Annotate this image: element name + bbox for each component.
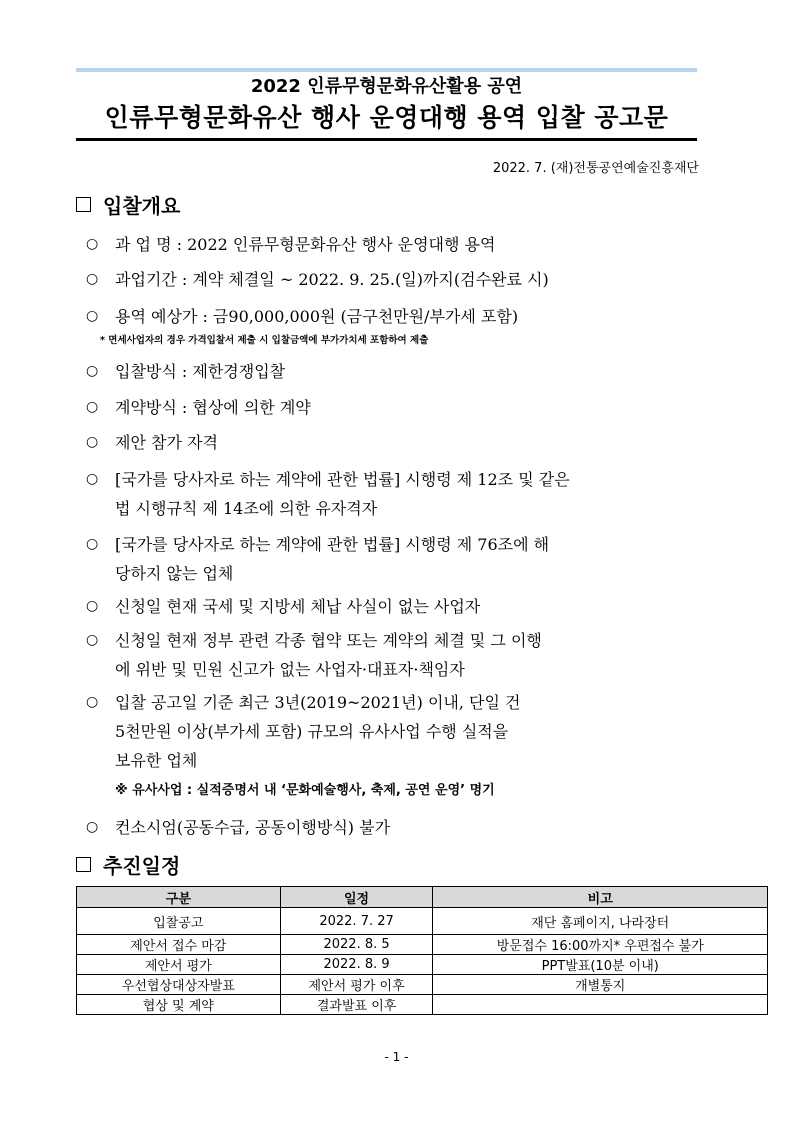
checkbox-square-icon	[76, 197, 91, 212]
table-cell: 개별통지	[433, 975, 768, 995]
circle-bullet-icon: ○	[86, 236, 99, 252]
circle-bullet-icon: ○	[86, 819, 99, 835]
list-item	[86, 813, 706, 842]
table-cell: 결과발표 이후	[280, 995, 433, 1015]
table-header-row	[77, 887, 768, 908]
list-item	[86, 230, 706, 259]
item-line: 입찰 공고일 기준 최근 3년(2019~2021년) 이내, 단일 건	[115, 693, 521, 712]
table-row	[77, 995, 768, 1015]
circle-bullet-icon: ○	[86, 363, 99, 379]
list-item	[86, 530, 706, 588]
item-line: 용역 예상가 : 금90,000,000원 (금구천만원/부가세 포함)	[115, 307, 519, 326]
table-row	[77, 908, 768, 935]
item-line: 신청일 현재 정부 관련 각종 협약 또는 계약의 체결 및 그 이행	[115, 631, 542, 650]
section-heading-label: 추진일정	[103, 854, 181, 878]
title-underline	[76, 138, 697, 141]
list-item	[86, 592, 706, 621]
item-line: 신청일 현재 국세 및 지방세 체납 사실이 없는 사업자	[115, 597, 481, 616]
list-item	[86, 357, 706, 386]
list-item	[86, 465, 706, 523]
schedule-table	[76, 886, 768, 1015]
item-line: 보유한 업체	[115, 751, 198, 770]
page-title: 인류무형문화유산 행사 운영대행 용역 입찰 공고문	[104, 103, 669, 132]
circle-bullet-icon: ○	[86, 536, 99, 552]
table-cell: 제안서 접수 마감	[77, 935, 281, 955]
table-cell: 제안서 평가 이후	[280, 975, 433, 995]
table-cell: 2022. 7. 27	[280, 908, 433, 935]
circle-bullet-icon: ○	[86, 471, 99, 487]
item-line: [국가를 당사자로 하는 계약에 관한 법률] 시행령 제 12조 및 같은	[115, 470, 570, 489]
item-line: 과 업 명 : 2022 인류무형문화유산 행사 운영대행 용역	[115, 235, 496, 254]
item-line: 제안 참가 자격	[115, 433, 218, 452]
page-number: - 1 -	[384, 1050, 409, 1064]
table-cell: PPT발표(10분 이내)	[433, 955, 768, 975]
title-line-1: 2022 인류무형문화유산활용 공연	[250, 76, 523, 97]
item-line: 에 위반 및 민원 신고가 없는 사업자·대표자·책임자	[115, 660, 465, 679]
table-cell: 제안서 평가	[77, 955, 281, 975]
table-cell: 방문접수 16:00까지* 우편접수 불가	[433, 935, 768, 955]
column-header: 구분	[77, 887, 281, 908]
publication-date: 2022. 7. (재)전통공연예술진흥재단	[492, 161, 699, 176]
table-cell: 우선협상대상자발표	[77, 975, 281, 995]
circle-bullet-icon: ○	[86, 598, 99, 614]
circle-bullet-icon: ○	[86, 399, 99, 415]
table-cell: 재단 홈페이지, 나라장터	[433, 908, 768, 935]
circle-bullet-icon: ○	[86, 694, 99, 710]
column-header: 일정	[280, 887, 433, 908]
table-row	[77, 975, 768, 995]
list-item	[86, 302, 706, 331]
circle-bullet-icon: ○	[86, 434, 99, 450]
item-line: 입찰방식 : 제한경쟁입찰	[115, 362, 286, 381]
table-cell	[433, 995, 768, 1015]
table-cell: 2022. 8. 5	[280, 935, 433, 955]
circle-bullet-icon: ○	[86, 308, 99, 324]
item-line: 법 시행규칙 제 14조에 의한 유자격자	[115, 499, 378, 518]
table-cell: 협상 및 계약	[77, 995, 281, 1015]
table-cell: 2022. 8. 9	[280, 955, 433, 975]
list-item	[86, 626, 706, 684]
vat-footnote: * 면세사업자의 경우 가격입찰서 제출 시 입찰금액에 부가가치세 포함하여 제출	[100, 335, 429, 346]
similar-project-note: ※ 유사사업 : 실적증명서 내 ‘문화예술행사, 축제, 공연 운영’ 명기	[115, 783, 495, 798]
list-item	[86, 688, 706, 775]
table-row	[77, 955, 768, 975]
circle-bullet-icon: ○	[86, 271, 99, 287]
section-heading-label: 입찰개요	[103, 194, 181, 218]
item-line: 컨소시엄(공동수급, 공동이행방식) 불가	[115, 818, 391, 837]
section-heading-schedule	[76, 850, 180, 879]
item-line: 과업기간 : 계약 체결일 ~ 2022. 9. 25.(일)까지(검수완료 시)	[115, 270, 549, 289]
list-item	[86, 393, 706, 422]
section-heading-overview	[76, 190, 180, 219]
list-item	[86, 265, 706, 294]
circle-bullet-icon: ○	[86, 632, 99, 648]
column-header: 비고	[433, 887, 768, 908]
list-item	[86, 428, 706, 457]
item-line: 계약방식 : 협상에 의한 계약	[115, 398, 311, 417]
item-line: [국가를 당사자로 하는 계약에 관한 법률] 시행령 제 76조에 해	[115, 535, 550, 554]
table-row	[77, 935, 768, 955]
item-line: 당하지 않는 업체	[115, 564, 234, 583]
item-line: 5천만원 이상(부가세 포함) 규모의 유사사업 수행 실적을	[115, 722, 509, 741]
table-cell: 입찰공고	[77, 908, 281, 935]
checkbox-square-icon	[76, 857, 91, 872]
